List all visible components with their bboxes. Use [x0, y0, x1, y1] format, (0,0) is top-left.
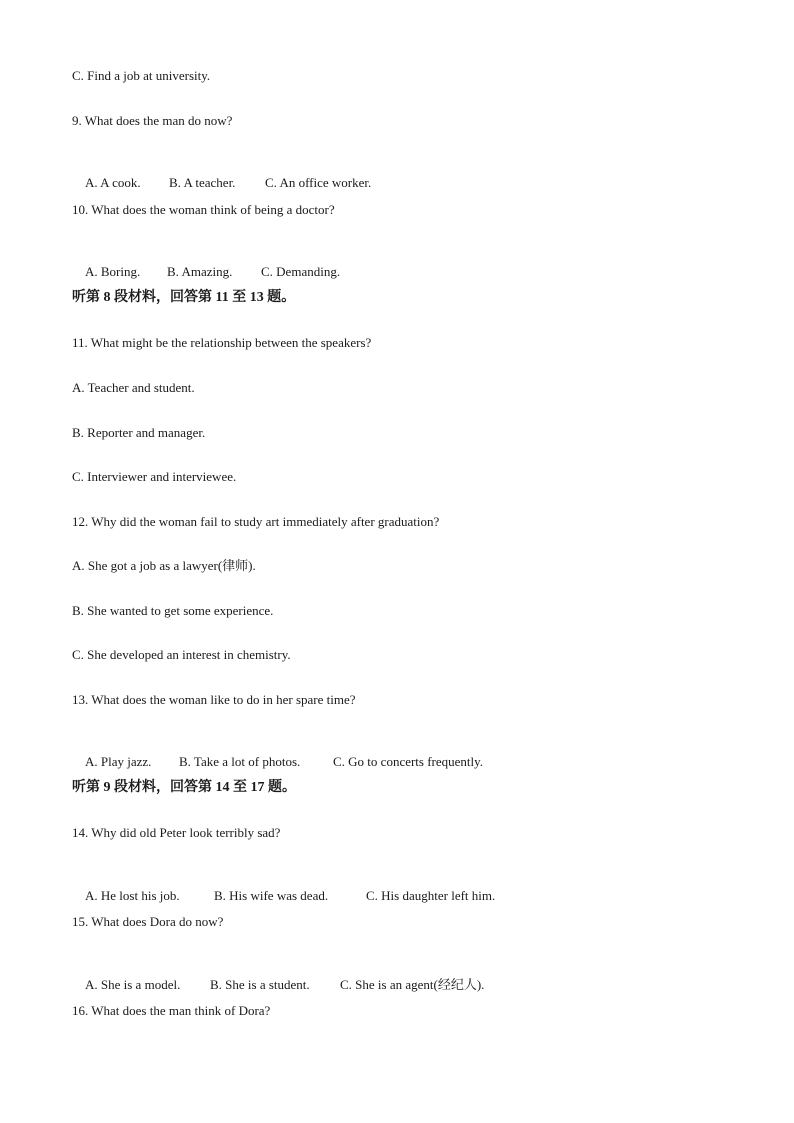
- answer-option: C. Interviewer and interviewee.: [72, 469, 237, 484]
- answer-option: C. Find a job at university.: [72, 68, 211, 83]
- answer-option: A. Teacher and student.: [72, 380, 195, 395]
- option-b: B. Amazing.: [167, 264, 233, 279]
- option-b: B. Take a lot of photos.: [179, 754, 301, 769]
- answer-option: A. She got a job as a lawyer(律师).: [72, 558, 256, 573]
- option-c: C. Go to concerts frequently.: [333, 754, 484, 769]
- section-heading-9: 听第 9 段材料，回答第 14 至 17 题。: [72, 780, 296, 795]
- option-a: A. A cook.: [85, 175, 141, 190]
- answer-option: B. She wanted to get some experience.: [72, 603, 274, 618]
- option-c: C. His daughter left him.: [366, 888, 496, 903]
- option-c: C. Demanding.: [261, 264, 341, 279]
- answer-option: B. Reporter and manager.: [72, 425, 206, 440]
- question-9: 9. What does the man do now?: [72, 113, 233, 128]
- option-b: B. His wife was dead.: [214, 888, 329, 903]
- question-16: 16. What does the man think of Dora?: [72, 1003, 271, 1018]
- option-a: A. She is a model.: [85, 977, 181, 992]
- question-12: 12. Why did the woman fail to study art immediately after graduation?: [72, 514, 440, 529]
- option-a: A. He lost his job.: [85, 888, 180, 903]
- section-heading-8: 听第 8 段材料，回答第 11 至 13 题。: [72, 290, 296, 305]
- question-13: 13. What does the woman like to do in her spare time?: [72, 692, 356, 707]
- option-c: C. An office worker.: [265, 175, 372, 190]
- option-c: C. She is an agent(经纪人).: [340, 977, 485, 992]
- question-15: 15. What does Dora do now?: [72, 914, 224, 929]
- option-a: A. Play jazz.: [85, 754, 152, 769]
- option-b: B. She is a student.: [210, 977, 310, 992]
- question-11: 11. What might be the relationship between the speakers?: [72, 335, 372, 350]
- question-14: 14. Why did old Peter look terribly sad?: [72, 825, 281, 840]
- answer-option: C. She developed an interest in chemistry.: [72, 647, 291, 662]
- option-a: A. Boring.: [85, 264, 141, 279]
- question-10: 10. What does the woman think of being a doctor?: [72, 202, 335, 217]
- option-b: B. A teacher.: [169, 175, 236, 190]
